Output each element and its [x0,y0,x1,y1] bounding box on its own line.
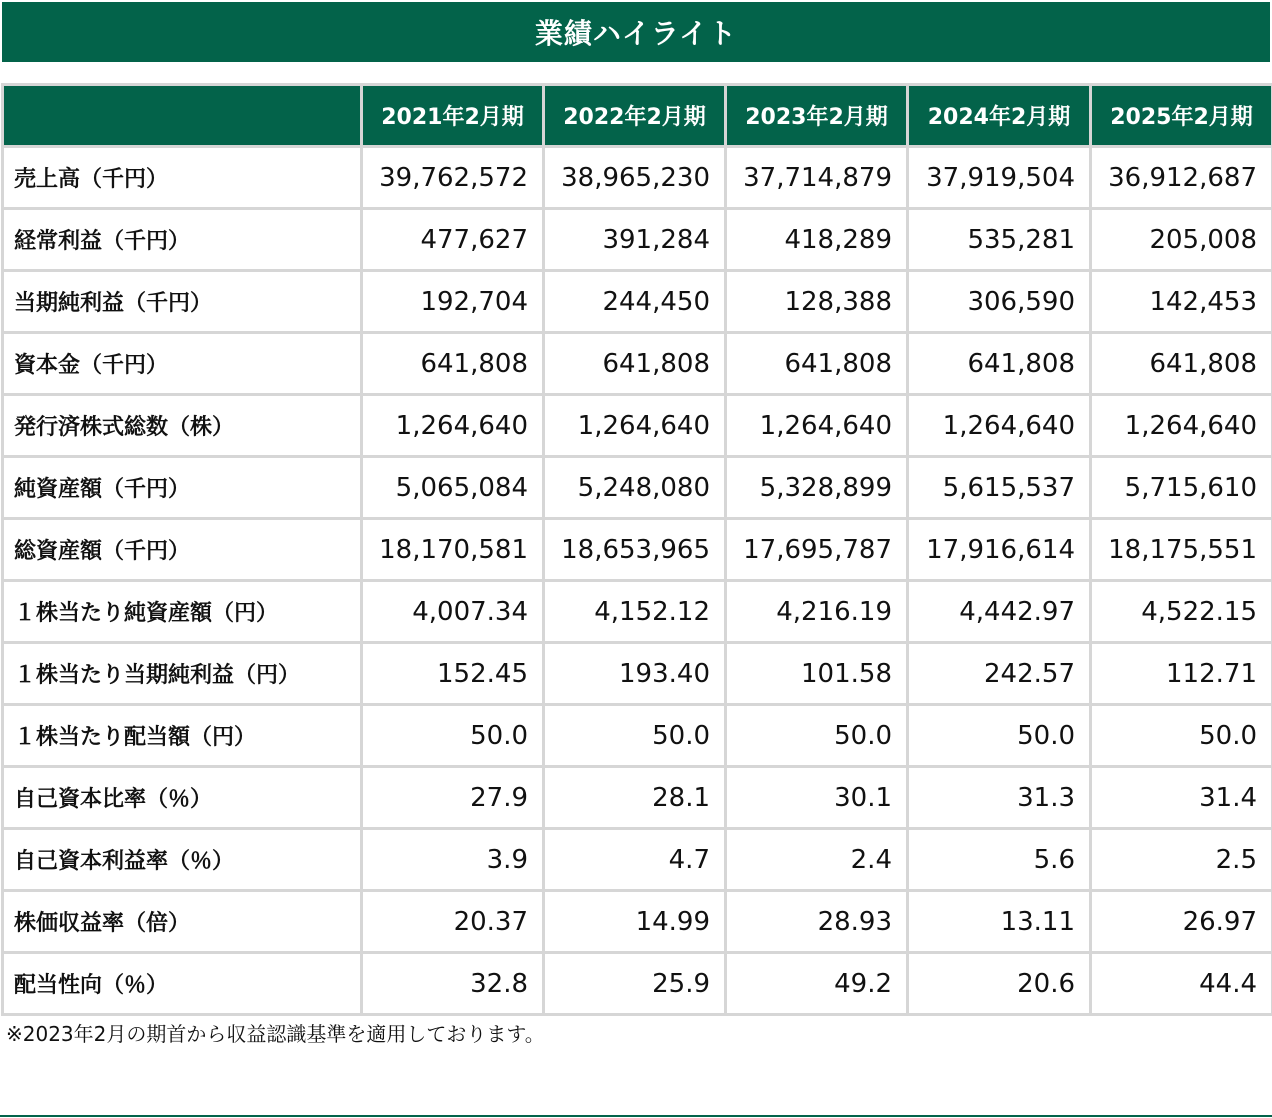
row-label: 売上高（千円） [3,147,362,209]
value-cell: 142,453 [1091,271,1272,333]
table-row [3,519,1272,581]
value-cell: 49.2 [726,953,908,1015]
value-cell: 2.4 [726,829,908,891]
value-cell: 18,653,965 [544,519,726,581]
value-cell: 306,590 [908,271,1091,333]
value-cell: 4.7 [544,829,726,891]
value-cell: 5,328,899 [726,457,908,519]
header-cell-fy2025: 2025年2月期 [1091,85,1272,147]
value-cell: 17,916,614 [908,519,1091,581]
row-label: 配当性向（％） [3,953,362,1015]
value-cell: 50.0 [362,705,544,767]
table-row [3,147,1272,209]
row-label: 総資産額（千円） [3,519,362,581]
value-cell: 30.1 [726,767,908,829]
value-cell: 391,284 [544,209,726,271]
row-label: 資本金（千円） [3,333,362,395]
value-cell: 112.71 [1091,643,1272,705]
header-cell-fy2021: 2021年2月期 [362,85,544,147]
row-label: 発行済株式総数（株） [3,395,362,457]
value-cell: 2.5 [1091,829,1272,891]
row-label: 株価収益率（倍） [3,891,362,953]
value-cell: 641,808 [908,333,1091,395]
value-cell: 3.9 [362,829,544,891]
value-cell: 25.9 [544,953,726,1015]
value-cell: 101.58 [726,643,908,705]
row-label: 自己資本比率（％） [3,767,362,829]
value-cell: 31.4 [1091,767,1272,829]
value-cell: 5.6 [908,829,1091,891]
value-cell: 641,808 [362,333,544,395]
value-cell: 37,714,879 [726,147,908,209]
value-cell: 242.57 [908,643,1091,705]
table-row [3,891,1272,953]
value-cell: 44.4 [1091,953,1272,1015]
value-cell: 14.99 [544,891,726,953]
value-cell: 17,695,787 [726,519,908,581]
value-cell: 4,152.12 [544,581,726,643]
value-cell: 641,808 [544,333,726,395]
value-cell: 13.11 [908,891,1091,953]
table-row [3,395,1272,457]
table-row [3,705,1272,767]
value-cell: 50.0 [544,705,726,767]
value-cell: 1,264,640 [1091,395,1272,457]
table-row [3,271,1272,333]
table-header [3,85,1272,147]
row-label: 純資産額（千円） [3,457,362,519]
value-cell: 192,704 [362,271,544,333]
table-row [3,829,1272,891]
row-label: １株当たり純資産額（円） [3,581,362,643]
value-cell: 28.1 [544,767,726,829]
value-cell: 535,281 [908,209,1091,271]
value-cell: 1,264,640 [362,395,544,457]
value-cell: 20.6 [908,953,1091,1015]
row-label: 経常利益（千円） [3,209,362,271]
value-cell: 32.8 [362,953,544,1015]
value-cell: 477,627 [362,209,544,271]
value-cell: 26.97 [1091,891,1272,953]
value-cell: 28.93 [726,891,908,953]
table-body [3,147,1272,1015]
value-cell: 1,264,640 [908,395,1091,457]
value-cell: 418,289 [726,209,908,271]
table-row [3,643,1272,705]
value-cell: 18,175,551 [1091,519,1272,581]
value-cell: 4,216.19 [726,581,908,643]
header-row [3,85,1272,147]
value-cell: 27.9 [362,767,544,829]
value-cell: 38,965,230 [544,147,726,209]
row-label: １株当たり配当額（円） [3,705,362,767]
value-cell: 20.37 [362,891,544,953]
page-title: 業績ハイライト [2,2,1270,62]
value-cell: 128,388 [726,271,908,333]
value-cell: 5,615,537 [908,457,1091,519]
value-cell: 4,007.34 [362,581,544,643]
value-cell: 39,762,572 [362,147,544,209]
value-cell: 31.3 [908,767,1091,829]
header-cell-fy2023: 2023年2月期 [726,85,908,147]
value-cell: 37,919,504 [908,147,1091,209]
value-cell: 4,442.97 [908,581,1091,643]
value-cell: 50.0 [1091,705,1272,767]
table-row [3,767,1272,829]
table-row [3,953,1272,1015]
value-cell: 5,248,080 [544,457,726,519]
table-row [3,209,1272,271]
value-cell: 244,450 [544,271,726,333]
value-cell: 1,264,640 [544,395,726,457]
value-cell: 18,170,581 [362,519,544,581]
value-cell: 205,008 [1091,209,1272,271]
row-label: 自己資本利益率（％） [3,829,362,891]
value-cell: 152.45 [362,643,544,705]
highlights-table [1,83,1272,1016]
value-cell: 36,912,687 [1091,147,1272,209]
row-label: 当期純利益（千円） [3,271,362,333]
header-cell-fy2022: 2022年2月期 [544,85,726,147]
table-row [3,457,1272,519]
value-cell: 5,065,084 [362,457,544,519]
table-row [3,333,1272,395]
value-cell: 641,808 [1091,333,1272,395]
value-cell: 641,808 [726,333,908,395]
value-cell: 4,522.15 [1091,581,1272,643]
header-cell-fy2024: 2024年2月期 [908,85,1091,147]
value-cell: 5,715,610 [1091,457,1272,519]
value-cell: 1,264,640 [726,395,908,457]
table-row [3,581,1272,643]
value-cell: 50.0 [908,705,1091,767]
footnote: ※2023年2月の期首から収益認識基準を適用しております。 [6,1022,545,1046]
value-cell: 50.0 [726,705,908,767]
value-cell: 193.40 [544,643,726,705]
bottom-divider [0,1115,1272,1117]
header-cell-label [3,85,362,147]
row-label: １株当たり当期純利益（円） [3,643,362,705]
